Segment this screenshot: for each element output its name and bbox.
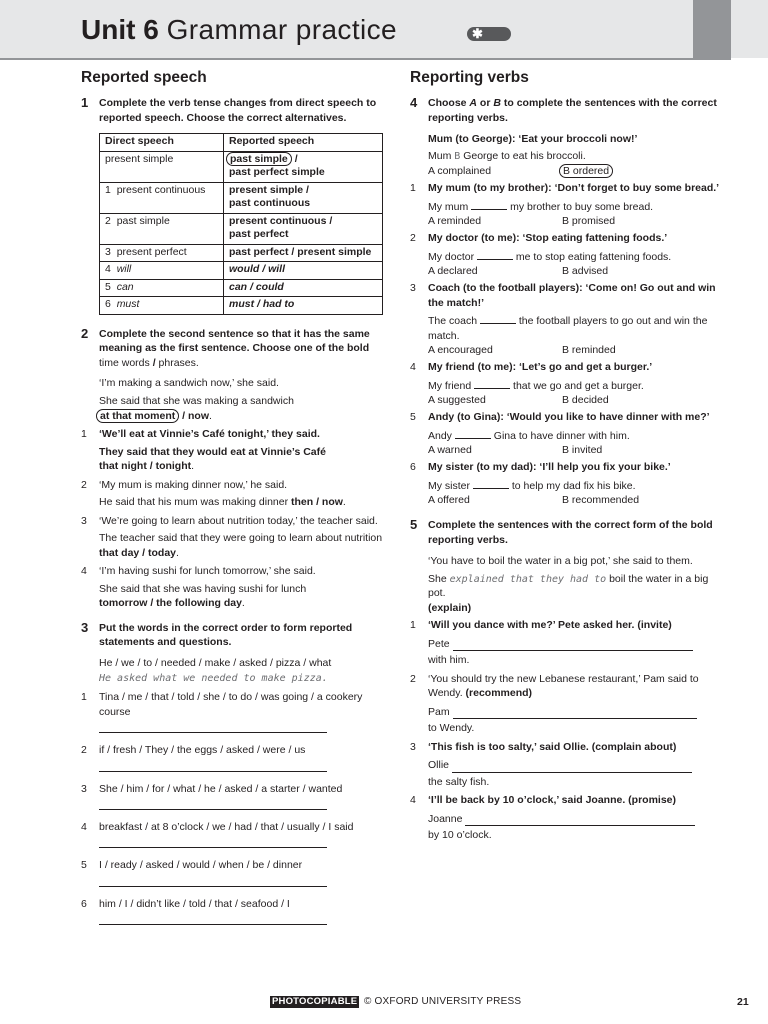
answer-line[interactable] [99, 873, 327, 887]
item-number: 2 [81, 744, 87, 757]
item-number: 3 [410, 282, 416, 295]
exercise-5 [410, 518, 720, 843]
item-question: My sister (to my dad): ‘I’ll help you fix your bike.’ [428, 461, 671, 474]
row-number: 1 [105, 183, 111, 196]
table-row [100, 244, 383, 262]
option-a[interactable]: A suggested [428, 394, 486, 407]
item-number: 6 [410, 461, 416, 474]
row-number: 3 [105, 245, 111, 258]
sentence-start: My friend [428, 379, 475, 392]
item-sentence [428, 812, 720, 826]
sentence-end: to help my dad fix his bike. [508, 479, 636, 492]
tense-table [99, 133, 383, 315]
answer-blank[interactable] [455, 438, 491, 439]
list-item [410, 672, 720, 736]
item-options [428, 393, 720, 410]
sentence-start: My sister [428, 479, 473, 492]
option-b[interactable]: past continuous [229, 197, 311, 209]
item-choice[interactable] [99, 459, 387, 473]
header-rule [0, 58, 731, 60]
reported-cell[interactable]: can / could [224, 279, 383, 297]
direct-cell [100, 279, 224, 297]
answer-blank[interactable] [473, 488, 509, 489]
instruction-text: time words [99, 356, 153, 369]
item-number: 4 [410, 794, 416, 807]
item-question: Tina / me / that / told / she / to do / was going / a cookery course [99, 691, 363, 718]
circled-option-b[interactable]: B ordered [559, 164, 613, 178]
direct-cell [100, 297, 224, 315]
reported-cell[interactable]: past perfect / present simple [224, 244, 383, 262]
item-question: Andy (to Gina): ‘Would you like to have dinner with me?’ [428, 411, 710, 424]
sentence-start: Joanne [428, 812, 463, 825]
row-number: 6 [105, 298, 111, 310]
sentence-end: with him. [428, 654, 470, 667]
list-item [410, 281, 720, 360]
direct-text: past simple [116, 214, 170, 227]
list-item [81, 820, 387, 848]
example-question: Mum (to George): ‘Eat your broccoli now!’ [428, 133, 638, 145]
column-header: Direct speech [100, 134, 224, 152]
item-sentence [428, 705, 720, 719]
exercise-number: 4 [410, 95, 418, 110]
item-number: 5 [410, 411, 416, 424]
reported-cell[interactable]: must / had to [224, 297, 383, 315]
table-row [100, 213, 383, 244]
item-question: I / ready / asked / would / when / be / dinner [99, 859, 303, 872]
item-number: 1 [81, 428, 87, 441]
example-answer: He asked what we needed to make pizza. [99, 673, 328, 685]
verb-prompt: (promise) [628, 794, 677, 807]
answer-blank[interactable] [474, 388, 510, 389]
row-number: 5 [105, 280, 111, 293]
table-row [100, 279, 383, 297]
direct-cell [100, 244, 224, 262]
item-question: ‘We’re going to learn about nutrition today,’ the teacher said. [99, 514, 378, 527]
direct-text: must [116, 298, 140, 310]
answer-line[interactable] [465, 814, 695, 826]
item-options [428, 443, 720, 460]
sentence-start: The coach [428, 315, 480, 328]
option-b[interactable]: B decided [562, 394, 609, 407]
instruction-text: to complete the sentences with the correct reporting verbs. [428, 97, 717, 124]
item-question: if / fresh / They / the eggs / asked / were / us [99, 744, 306, 757]
sentence-end: me to stop eating fattening foods. [513, 250, 672, 263]
list-item [410, 360, 720, 410]
unit-label: Unit 6 [81, 14, 159, 45]
exercise-1 [81, 96, 387, 315]
table-row [100, 297, 383, 315]
right-column [410, 66, 720, 843]
answer-line[interactable] [453, 707, 697, 719]
sentence-end: the football players to go out and win the match. [428, 315, 708, 342]
list-item [81, 743, 387, 771]
item-question: him / I / didn’t like / told / that / seafood / I [99, 897, 290, 910]
item-sentence [428, 758, 720, 772]
list-item [81, 858, 387, 886]
answer-text: The teacher said that they were going to learn about nutrition [99, 532, 383, 545]
choice-options[interactable]: that day / today [99, 546, 177, 559]
list-item [81, 690, 387, 733]
item-number: 1 [410, 182, 416, 195]
item-answer [99, 495, 387, 509]
question-text: ‘You should try the new Lebanese restaurant,’ Pam said to Wendy. [428, 672, 699, 700]
item-number: 3 [81, 514, 87, 527]
alternative-option[interactable]: past perfect simple [229, 166, 325, 178]
reported-cell[interactable] [224, 182, 383, 213]
example-question: ‘You have to boil the water in a big pot,’ she said to them. [428, 555, 693, 568]
item-question: ‘My mum is making dinner now,’ he said. [99, 478, 288, 491]
question-text: ‘I’ll be back by 10 o’clock,’ said Joanne. [428, 794, 629, 807]
item-options [428, 264, 720, 281]
list-item [81, 514, 387, 560]
instruction-text: / [152, 356, 156, 369]
item-number: 2 [81, 478, 87, 491]
example-answer: She said that she was making a sandwich [99, 395, 294, 408]
example-choice [99, 409, 387, 423]
item-number: 4 [81, 821, 87, 833]
item-sentence [428, 314, 720, 343]
handwritten-answer: explained that they had to [449, 573, 607, 585]
star-icon: ✱ [467, 27, 511, 41]
item-question: My doctor (to me): ‘Stop eating fattening foods.’ [428, 232, 668, 245]
verb-prompt: (recommend) [465, 687, 533, 700]
exercise-4 [410, 96, 720, 510]
item-number: 1 [81, 691, 87, 704]
sentence-end: my brother to buy some bread. [507, 200, 654, 213]
punctuation: . [241, 597, 245, 610]
direct-text: can [116, 280, 134, 293]
item-options [428, 493, 720, 510]
sentence-start: Pam [428, 705, 450, 718]
exercise-number: 2 [81, 325, 89, 341]
page-title [81, 13, 397, 47]
punctuation: . [176, 546, 179, 559]
table-header-row [100, 134, 383, 152]
punctuation: . [342, 496, 346, 509]
table-row [100, 262, 383, 280]
list-item [410, 181, 720, 231]
exercise-instruction: Put the words in the correct order to form reported statements and questions. [99, 621, 353, 649]
circled-answer[interactable]: at that moment [96, 409, 179, 423]
list-item [410, 740, 720, 789]
item-number: 2 [410, 232, 416, 245]
punctuation: . [209, 409, 212, 422]
item-number: 2 [410, 672, 416, 685]
item-answer: She said that she was having sushi for lunch [99, 582, 307, 595]
item-question: My mum (to my brother): ‘Don’t forget to buy some bread.’ [428, 182, 720, 195]
punctuation: . [191, 460, 195, 473]
exercise-2 [81, 327, 387, 611]
row-number: 2 [105, 214, 111, 227]
option-b-wrap [562, 164, 613, 178]
item-question: breakfast / at 8 o’clock / we / had / that / usually / I said [99, 821, 354, 833]
answer-text: She [428, 572, 450, 585]
instruction-text: B [493, 97, 501, 109]
instruction-text: bold [346, 342, 370, 354]
option-a[interactable]: A offered [428, 494, 470, 507]
list-item [410, 410, 720, 460]
example-question: ‘I’m making a sandwich now,’ she said. [99, 377, 279, 389]
answer-text: boil the water in a big pot. [428, 572, 709, 600]
exercise-number: 3 [81, 619, 89, 635]
reported-cell[interactable]: would / will [224, 262, 383, 280]
item-sentence [428, 379, 720, 393]
item-sentence [428, 250, 720, 264]
item-number: 3 [410, 740, 416, 753]
direct-text: will [116, 263, 132, 275]
list-item [81, 782, 387, 810]
item-sentence [428, 429, 720, 443]
item-sentence [428, 479, 720, 493]
handwritten-answer: B [454, 151, 461, 163]
direct-cell [100, 262, 224, 280]
item-question: She / him / for / what / he / asked / a starter / wanted [99, 782, 343, 795]
item-number: 5 [81, 859, 87, 872]
item-question: ‘We’ll eat at Vinnie’s Café tonight,’ they said. [99, 428, 320, 441]
choice-options[interactable]: then / now [291, 496, 343, 509]
answer-text: Mum [428, 150, 455, 163]
verb-prompt: (invite) [637, 619, 672, 632]
option-a[interactable]: present continuous / [229, 214, 333, 227]
answer-blank[interactable] [477, 259, 513, 260]
direct-text: present continuous [116, 183, 206, 196]
exercise-3 [81, 621, 387, 926]
item-options [428, 214, 720, 231]
sentence-start: Ollie [428, 759, 450, 772]
sentence-end: by 10 o’clock. [428, 829, 492, 842]
publisher-label: © OXFORD UNIVERSITY PRESS [364, 996, 522, 1007]
sentence-end: that we go and get a burger. [510, 379, 644, 392]
alternative-option[interactable]: / now [179, 409, 210, 422]
list-item [81, 478, 387, 510]
page-number: 21 [737, 996, 749, 1008]
exercise-number: 1 [81, 95, 89, 110]
item-question [428, 672, 720, 701]
sentence-start: My mum [428, 200, 472, 213]
answer-text: He said that his mum was making dinner [99, 496, 291, 509]
exercise-instruction: Complete the verb tense changes from direct speech to reported speech. Choose the correct alternatives. [99, 97, 377, 124]
photocopiable-label: PHOTOCOPIABLE [272, 996, 358, 1007]
item-answer [99, 531, 387, 560]
example-answer [428, 572, 720, 601]
sentence-end: to Wendy. [428, 722, 475, 735]
direct-cell: present simple [100, 151, 224, 182]
option-a[interactable]: present simple / [229, 183, 309, 196]
exercise-instruction: Complete the sentences with the correct form of the bold reporting verbs. [428, 519, 713, 546]
sentence-end: the salty fish. [428, 775, 490, 788]
item-question [428, 793, 720, 807]
item-sentence [428, 200, 720, 214]
exercise-instruction [99, 327, 387, 371]
item-question: ‘I’m having sushi for lunch tomorrow,’ she said. [99, 565, 316, 578]
reported-cell [224, 151, 383, 182]
sentence-start: My doctor [428, 250, 478, 263]
answer-line[interactable] [452, 761, 692, 773]
list-item [81, 897, 387, 925]
example-verb: (explain) [428, 601, 472, 614]
separator: / [291, 152, 298, 165]
instruction-text: or [477, 97, 494, 109]
list-item [410, 231, 720, 281]
section-heading-reporting-verbs: Reporting verbs [410, 69, 529, 86]
item-number: 6 [81, 897, 87, 910]
item-answer: They said that they would eat at Vinnie’s Café [99, 445, 326, 458]
verb-prompt: (complain about) [591, 740, 677, 753]
option-a[interactable]: A reminded [428, 215, 482, 228]
item-options [428, 343, 720, 360]
row-number: 4 [105, 263, 111, 275]
answer-line[interactable] [99, 758, 327, 772]
list-item [81, 564, 387, 610]
table-row [100, 182, 383, 213]
sentence-start: Andy [428, 429, 455, 442]
item-number: 3 [81, 782, 87, 795]
direct-cell [100, 213, 224, 244]
table-row [100, 151, 383, 182]
sentence-end: Gina to have dinner with him. [490, 429, 630, 442]
item-question [428, 740, 720, 754]
question-text: ‘This fish is too salty,’ said Ollie. [428, 740, 592, 753]
example-options [410, 164, 720, 181]
answer-line[interactable] [99, 911, 327, 925]
column-header: Reported speech [224, 134, 383, 152]
answer-blank[interactable] [471, 209, 507, 210]
answer-line[interactable] [99, 719, 327, 733]
item-question [428, 618, 720, 632]
option-b[interactable]: B reminded [562, 344, 616, 357]
left-column [81, 66, 387, 925]
instruction-text: Choose [428, 97, 470, 109]
circled-answer[interactable]: past simple [226, 152, 292, 166]
option-a[interactable]: A declared [428, 265, 478, 278]
sentence-start: Pete [428, 637, 450, 650]
option-b[interactable]: B promised [562, 215, 616, 228]
title-label: Grammar practice [166, 14, 398, 45]
example-question: He / we / to / needed / make / asked / pizza / what [99, 656, 332, 669]
question-text: ‘Will you dance with me?’ Pete asked her. [428, 619, 638, 632]
option-b[interactable]: B invited [562, 444, 603, 457]
item-number: 4 [81, 565, 87, 578]
example-answer [428, 149, 720, 164]
answer-text: George to eat his broccoli. [460, 150, 586, 163]
direct-cell [100, 182, 224, 213]
header-tab [693, 0, 731, 58]
choice-options[interactable]: tomorrow / the following day [99, 597, 242, 610]
section-heading-reported-speech: Reported speech [81, 69, 207, 86]
exercise-instruction [428, 96, 720, 125]
option-a[interactable]: A warned [428, 444, 472, 457]
exercise-number: 5 [410, 517, 418, 533]
answer-line[interactable] [99, 834, 327, 848]
instruction-text: A [469, 97, 478, 109]
answer-blank[interactable] [480, 323, 516, 324]
instruction-text: phrases. [155, 356, 199, 369]
option-b[interactable]: B advised [562, 265, 609, 278]
list-item [410, 793, 720, 842]
option-a[interactable]: A complained [428, 165, 492, 178]
instruction-text: Complete the second sentence so that it has the same meaning as the first sentence. Choose one of the [99, 327, 370, 354]
choice-options[interactable]: that night / tonight [99, 460, 192, 473]
reported-cell[interactable] [224, 213, 383, 244]
item-sentence [428, 637, 720, 651]
list-item [81, 427, 387, 473]
item-number: 4 [410, 361, 416, 374]
item-question: Coach (to the football players): ‘Come on! Go out and win the match!’ [428, 282, 716, 309]
page-footer [0, 995, 768, 1011]
item-number: 1 [410, 619, 416, 632]
answer-line[interactable] [453, 639, 693, 651]
item-question: My friend (to me): ‘Let’s go and get a burger.’ [428, 361, 653, 374]
list-item [410, 618, 720, 667]
direct-text: present perfect [116, 245, 187, 258]
option-b[interactable]: past perfect [229, 228, 289, 240]
item-choice[interactable] [99, 596, 387, 610]
option-b[interactable]: B recommended [562, 494, 640, 507]
list-item [410, 460, 720, 510]
answer-line[interactable] [99, 796, 327, 810]
option-a[interactable]: A encouraged [428, 344, 493, 357]
